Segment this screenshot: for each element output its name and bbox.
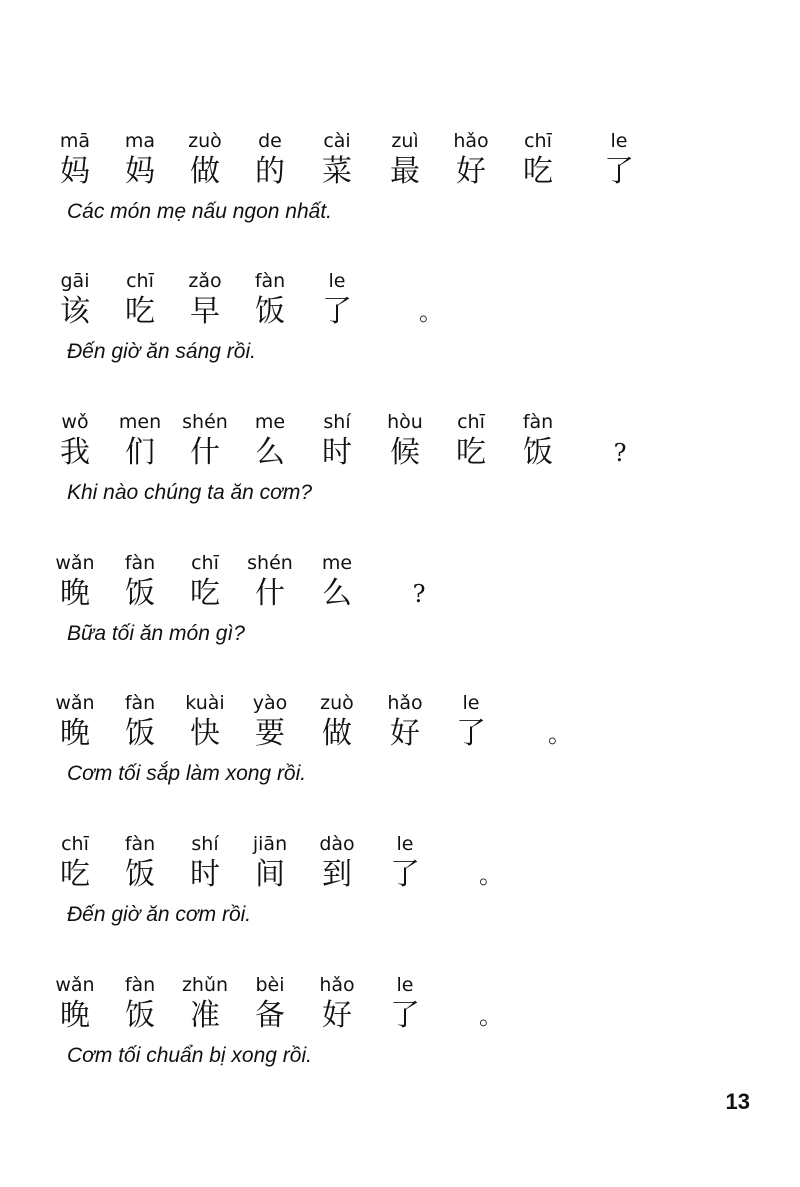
hanzi-character: 候	[390, 435, 420, 470]
hanzi-character: 好	[322, 998, 352, 1033]
pinyin-syllable: fàn	[522, 411, 554, 433]
hanzi-character: 饭	[125, 857, 155, 892]
pinyin-syllable: yào	[252, 692, 288, 714]
hanzi-character: 了	[390, 857, 420, 892]
pinyin-row	[0, 128, 800, 154]
hanzi-character: 该	[60, 294, 90, 329]
hanzi-character: 我	[60, 435, 90, 470]
phrase-entry	[0, 128, 800, 248]
hanzi-character: 早	[190, 294, 220, 329]
pinyin-syllable: le	[396, 974, 414, 996]
phrase-entry	[0, 831, 800, 951]
pinyin-syllable: de	[258, 130, 282, 152]
pinyin-syllable: dào	[319, 833, 355, 855]
hanzi-character: 了	[456, 716, 486, 751]
hanzi-character: 吃	[125, 294, 155, 329]
pinyin-syllable: fàn	[124, 974, 156, 996]
hanzi-character: 快	[190, 716, 220, 751]
phrase-entry	[0, 972, 800, 1092]
hanzi-character: 饭	[125, 998, 155, 1033]
hanzi-character: 么	[322, 576, 352, 611]
hanzi-character: 做	[322, 716, 352, 751]
pinyin-syllable: zuò	[188, 130, 222, 152]
pinyin-syllable: cài	[323, 130, 351, 152]
hanzi-row	[0, 996, 800, 1036]
pinyin-syllable: chī	[61, 833, 89, 855]
pinyin-syllable: shí	[323, 411, 351, 433]
hanzi-character: 菜	[322, 154, 352, 189]
punctuation-mark: ?	[412, 580, 426, 608]
punctuation-mark: ?	[613, 439, 627, 467]
pinyin-syllable: ma	[124, 130, 156, 152]
hanzi-character: 时	[190, 857, 220, 892]
pinyin-syllable: wǎn	[55, 552, 95, 574]
pinyin-syllable: fàn	[124, 833, 156, 855]
pinyin-syllable: me	[321, 552, 353, 574]
hanzi-row	[0, 433, 800, 473]
hanzi-character: 了	[390, 998, 420, 1033]
vietnamese-translation: Đến giờ ăn sáng rồi.	[67, 340, 256, 363]
pinyin-syllable: hǎo	[387, 692, 423, 714]
pinyin-syllable: fàn	[254, 270, 286, 292]
pinyin-syllable: fàn	[124, 692, 156, 714]
hanzi-character: 好	[390, 716, 420, 751]
pinyin-syllable: chī	[126, 270, 154, 292]
pinyin-syllable: le	[396, 833, 414, 855]
pinyin-syllable: chī	[524, 130, 552, 152]
pinyin-row	[0, 268, 800, 294]
hanzi-character: 吃	[456, 435, 486, 470]
vietnamese-translation: Khi nào chúng ta ăn cơm?	[67, 481, 313, 504]
punctuation-mark: 。	[479, 861, 503, 889]
hanzi-character: 妈	[60, 154, 90, 189]
hanzi-character: 最	[390, 154, 420, 189]
hanzi-row	[0, 292, 800, 332]
hanzi-row	[0, 152, 800, 192]
hanzi-character: 么	[255, 435, 285, 470]
vietnamese-translation: Cơm tối chuẩn bị xong rồi.	[67, 1044, 312, 1067]
pinyin-syllable: hǎo	[319, 974, 355, 996]
pinyin-row	[0, 550, 800, 576]
phrase-entry	[0, 690, 800, 810]
pinyin-syllable: bèi	[255, 974, 285, 996]
hanzi-character: 吃	[523, 154, 553, 189]
phrase-entry	[0, 409, 800, 529]
pinyin-syllable: le	[328, 270, 346, 292]
hanzi-character: 做	[190, 154, 220, 189]
pinyin-syllable: chī	[191, 552, 219, 574]
pinyin-syllable: chī	[457, 411, 485, 433]
hanzi-character: 妈	[125, 154, 155, 189]
phrase-entry	[0, 268, 800, 388]
vietnamese-translation: Bữa tối ăn món gì?	[67, 622, 245, 645]
hanzi-character: 吃	[60, 857, 90, 892]
hanzi-character: 了	[604, 154, 634, 189]
hanzi-character: 备	[255, 998, 285, 1033]
pinyin-syllable: shén	[182, 411, 228, 433]
hanzi-character: 间	[255, 857, 285, 892]
pinyin-syllable: wǒ	[61, 411, 89, 433]
hanzi-character: 什	[190, 435, 220, 470]
pinyin-syllable: hòu	[387, 411, 423, 433]
pinyin-syllable: le	[462, 692, 480, 714]
vietnamese-translation: Các món mẹ nấu ngon nhất.	[67, 200, 333, 223]
pinyin-syllable: fàn	[124, 552, 156, 574]
hanzi-character: 饭	[125, 576, 155, 611]
pinyin-syllable: zuò	[320, 692, 354, 714]
page-number: 13	[725, 1089, 750, 1114]
punctuation-mark: 。	[548, 720, 572, 748]
hanzi-row	[0, 574, 800, 614]
hanzi-row	[0, 714, 800, 754]
vietnamese-translation: Đến giờ ăn cơm rồi.	[67, 903, 252, 926]
pinyin-syllable: zuì	[391, 130, 419, 152]
pinyin-syllable: wǎn	[55, 692, 95, 714]
punctuation-mark: 。	[419, 298, 443, 326]
pinyin-syllable: mā	[59, 130, 91, 152]
hanzi-character: 好	[456, 154, 486, 189]
hanzi-character: 们	[125, 435, 155, 470]
hanzi-character: 饭	[255, 294, 285, 329]
hanzi-character: 了	[322, 294, 352, 329]
pinyin-syllable: kuài	[185, 692, 225, 714]
hanzi-row	[0, 855, 800, 895]
pinyin-row	[0, 831, 800, 857]
pinyin-syllable: shén	[247, 552, 293, 574]
pinyin-syllable: hǎo	[453, 130, 489, 152]
pinyin-syllable: men	[118, 411, 162, 433]
pinyin-syllable: le	[610, 130, 628, 152]
hanzi-character: 准	[190, 998, 220, 1033]
hanzi-character: 晚	[60, 998, 90, 1033]
hanzi-character: 吃	[190, 576, 220, 611]
phrase-entry	[0, 550, 800, 670]
hanzi-character: 要	[255, 716, 285, 751]
punctuation-mark: 。	[479, 1002, 503, 1030]
hanzi-character: 晚	[60, 576, 90, 611]
hanzi-character: 到	[322, 857, 352, 892]
pinyin-row	[0, 690, 800, 716]
pinyin-syllable: jiān	[252, 833, 288, 855]
hanzi-character: 饭	[125, 716, 155, 751]
vietnamese-translation: Cơm tối sắp làm xong rồi.	[67, 762, 307, 785]
pinyin-syllable: wǎn	[55, 974, 95, 996]
pinyin-syllable: zhǔn	[181, 974, 229, 996]
hanzi-character: 的	[255, 154, 285, 189]
pinyin-syllable: shí	[191, 833, 219, 855]
hanzi-character: 饭	[523, 435, 553, 470]
pinyin-syllable: me	[254, 411, 286, 433]
pinyin-syllable: gāi	[60, 270, 90, 292]
hanzi-character: 什	[255, 576, 285, 611]
hanzi-character: 晚	[60, 716, 90, 751]
pinyin-row	[0, 972, 800, 998]
pinyin-row	[0, 409, 800, 435]
hanzi-character: 时	[322, 435, 352, 470]
pinyin-syllable: zǎo	[188, 270, 222, 292]
